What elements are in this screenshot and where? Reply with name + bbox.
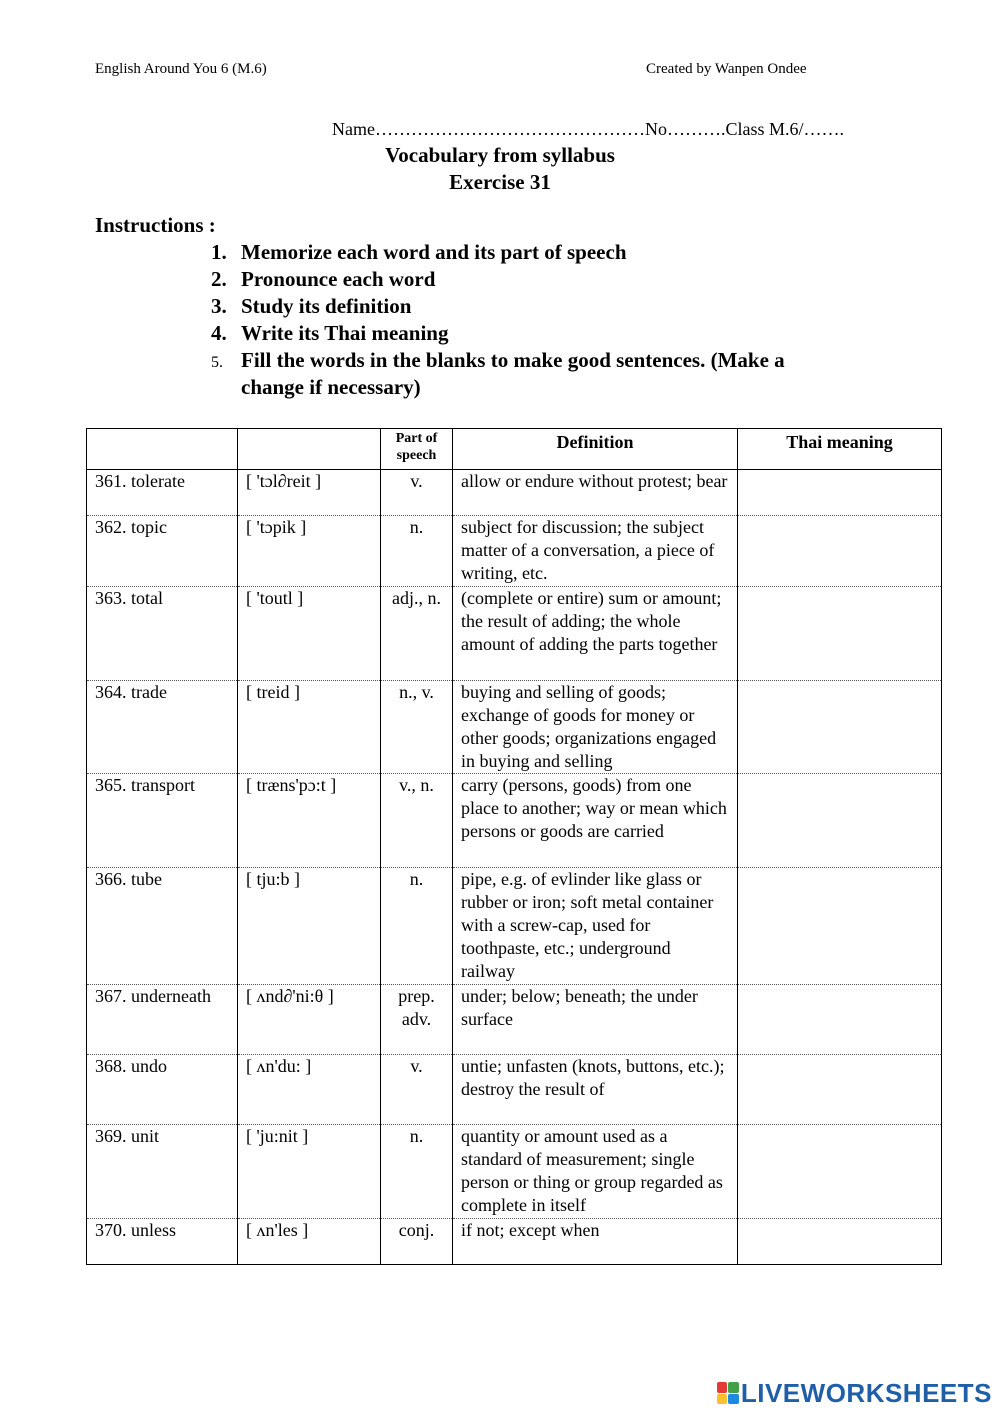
thai-meaning-cell[interactable] [738,868,942,985]
table-row [87,1125,942,1219]
logo-square [717,1382,728,1393]
instruction-item [211,348,785,373]
instruction-item [211,321,449,346]
table-row [87,868,942,985]
definition-cell: quantity or amount used as a standard of measurement; single person or thing or group regarded as complete in itself [453,1125,738,1219]
word-cell: 370. unless [87,1219,238,1265]
liveworksheets-logo-icon [717,1382,739,1404]
header-thai-meaning: Thai meaning [738,429,942,470]
logo-square [728,1394,739,1405]
instructions-label: Instructions : [95,213,216,237]
table-row [87,774,942,868]
thai-meaning-cell[interactable] [738,1219,942,1265]
pronunciation-cell: [ tju:b ] [238,868,381,985]
word-cell: 364. trade [87,681,238,774]
header-pronunciation [238,429,381,470]
instruction-item [211,294,411,319]
pronunciation-cell: [ 'tɔpik ] [238,516,381,587]
definition-cell: if not; except when [453,1219,738,1265]
word-cell: 366. tube [87,868,238,985]
part-of-speech-cell: conj. [381,1219,453,1265]
instruction-number: 2. [211,267,227,291]
thai-meaning-cell[interactable] [738,470,942,516]
instruction-text: Memorize each word and its part of speech [241,240,627,264]
table-row [87,1055,942,1125]
word-cell: 363. total [87,587,238,681]
instruction-number: 3. [211,294,227,318]
thai-meaning-cell[interactable] [738,516,942,587]
instruction-number: 1. [211,240,227,264]
table-row [87,470,942,516]
header-word [87,429,238,470]
definition-cell: under; below; beneath; the under surface [453,985,738,1055]
instruction-text: Write its Thai meaning [241,321,449,345]
header-definition: Definition [453,429,738,470]
liveworksheets-text: LIVEWORKSHEETS [740,1377,992,1408]
pronunciation-cell: [ træns'pɔ:t ] [238,774,381,868]
header-left: English Around You 6 (M.6) [95,61,267,77]
thai-meaning-cell[interactable] [738,587,942,681]
instruction-item [211,240,627,265]
table-row [87,1219,942,1265]
definition-cell: subject for discussion; the subject matter of a conversation, a piece of writing, etc. [453,516,738,587]
liveworksheets-watermark [717,1379,992,1407]
table-row [87,516,942,587]
vocabulary-table [86,428,942,1265]
table-row [87,587,942,681]
logo-square [717,1394,728,1405]
definition-cell: (complete or entire) sum or amount; the result of adding; the whole amount of adding the parts together [453,587,738,681]
header-right: Created by Wanpen Ondee [646,61,807,77]
part-of-speech-cell: v., n. [381,774,453,868]
table-header-row [87,429,942,470]
name-line: Name………………………………………No……….Class M.6/……. [332,119,844,139]
definition-cell: pipe, e.g. of evlinder like glass or rubber or iron; soft metal container with a screw-cap, used for toothpaste, etc.; underground railway [453,868,738,985]
exercise-title: Exercise 31 [449,170,551,194]
instruction-number: 4. [211,321,227,345]
word-cell: 367. underneath [87,985,238,1055]
table-row [87,985,942,1055]
header-part-of-speech: Part of speech [381,429,453,470]
definition-cell: buying and selling of goods; exchange of goods for money or other goods; organizations engaged in buying and selling [453,681,738,774]
word-cell: 369. unit [87,1125,238,1219]
part-of-speech-cell: v. [381,1055,453,1125]
pronunciation-cell: [ ʌnd∂'ni:θ ] [238,985,381,1055]
part-of-speech-cell: n. [381,1125,453,1219]
part-of-speech-cell: v. [381,470,453,516]
definition-cell: untie; unfasten (knots, buttons, etc.); destroy the result of [453,1055,738,1125]
instruction-text: Pronounce each word [241,267,436,291]
thai-meaning-cell[interactable] [738,681,942,774]
page-title: Vocabulary from syllabus [385,143,615,167]
pronunciation-cell: [ 'ju:nit ] [238,1125,381,1219]
instruction-text: Study its definition [241,294,412,318]
table-row [87,681,942,774]
definition-cell: allow or endure without protest; bear [453,470,738,516]
word-cell: 362. topic [87,516,238,587]
pronunciation-cell: [ 'toutl ] [238,587,381,681]
part-of-speech-cell: adj., n. [381,587,453,681]
thai-meaning-cell[interactable] [738,1055,942,1125]
word-cell: 368. undo [87,1055,238,1125]
logo-square [728,1382,739,1393]
thai-meaning-cell[interactable] [738,985,942,1055]
part-of-speech-cell: n., v. [381,681,453,774]
pronunciation-cell: [ 'tɔl∂reit ] [238,470,381,516]
instruction-text-continued: change if necessary) [241,375,421,399]
part-of-speech-cell: n. [381,516,453,587]
instruction-text: Fill the words in the blanks to make good sentences. (Make a [241,348,785,372]
word-cell: 365. transport [87,774,238,868]
thai-meaning-cell[interactable] [738,1125,942,1219]
instruction-number: 5. [211,354,223,371]
word-cell: 361. tolerate [87,470,238,516]
pronunciation-cell: [ ʌn'les ] [238,1219,381,1265]
part-of-speech-cell: prep. adv. [381,985,453,1055]
instruction-item [211,267,435,292]
thai-meaning-cell[interactable] [738,774,942,868]
definition-cell: carry (persons, goods) from one place to another; way or mean which persons or goods are carried [453,774,738,868]
part-of-speech-cell: n. [381,868,453,985]
pronunciation-cell: [ treid ] [238,681,381,774]
pronunciation-cell: [ ʌn'du: ] [238,1055,381,1125]
